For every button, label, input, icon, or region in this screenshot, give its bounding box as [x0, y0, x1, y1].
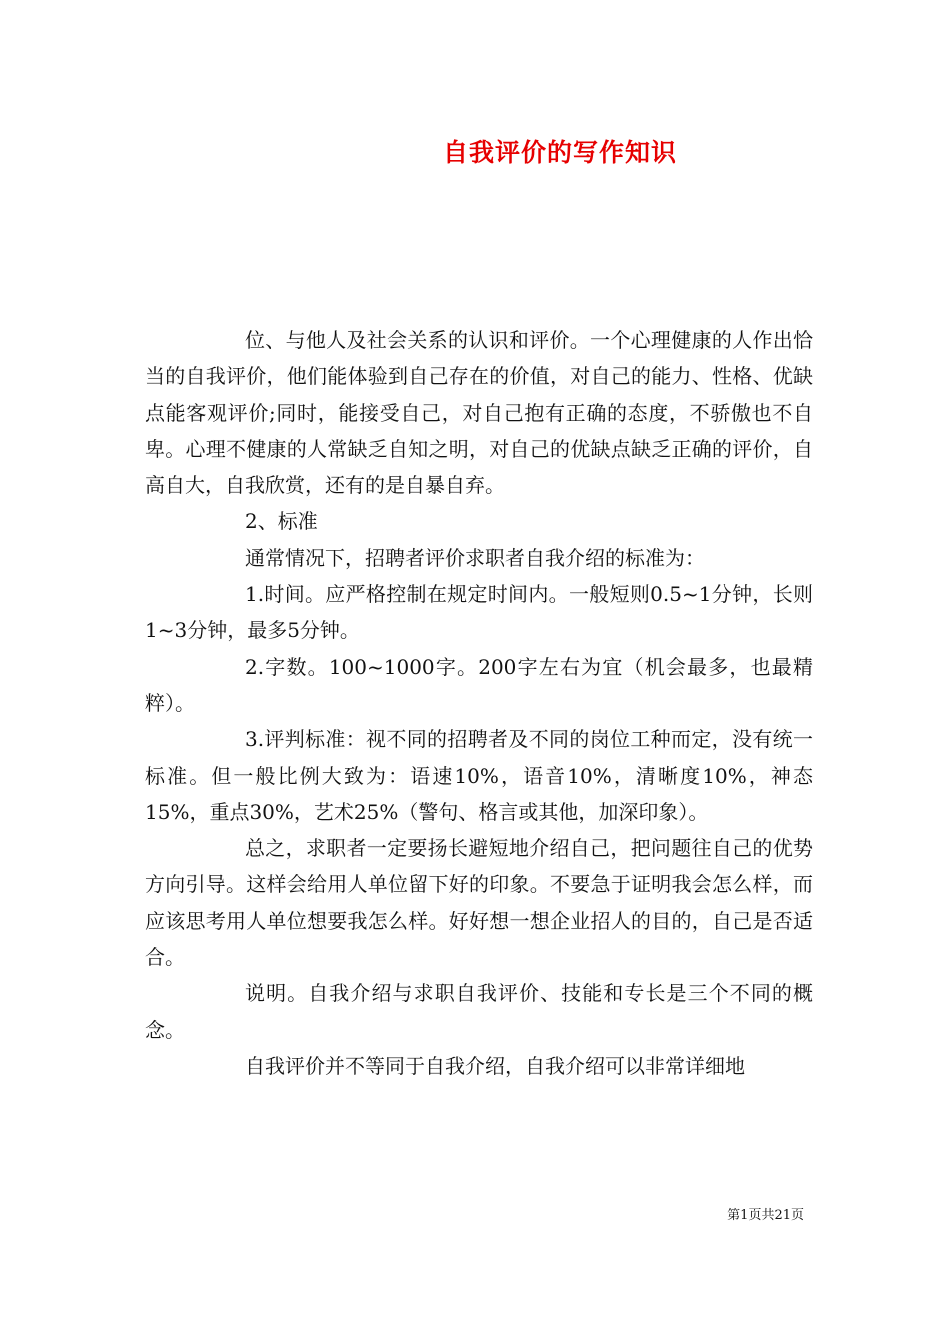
paragraph: 总之，求职者一定要扬长避短地介绍自己，把问题往自己的优势方向引导。这样会给用人单位留下好的印象。不要急于证明我会怎么样，而应该思考用人单位想要我怎么样。好好想一想企业招人的目的，自己是否适合。 [145, 836, 813, 970]
paragraph: 位、与他人及社会关系的认识和评价。一个心理健康的人作出恰当的自我评价，他们能体验到自己存在的价值，对自己的能力、性格、优缺点能客观评价;同时，能接受自己，对自己抱有正确的态度，不骄傲也不自卑。心理不健康的人常缺乏自知之明，对自己的优缺点缺乏正确的评价，自高自大，自我欣赏，还有的是自暴自弃。 [145, 328, 813, 498]
paragraph: 自我评价并不等同于自我介绍，自我介绍可以非常详细地 [245, 1053, 745, 1078]
paragraph: 3.评判标准：视不同的招聘者及不同的岗位工种而定，没有统一标准。但一般比例大致为：语速10%，语音10%，清晰度10%，神态15%，重点30%，艺术25%（警句、格言或其他，加深印象）。 [145, 727, 813, 824]
paragraph: 1.时间。应严格控制在规定时间内。一般短则0.5~1分钟，长则1~3分钟，最多5分钟。 [145, 582, 813, 643]
paragraph: 2、标准 [245, 509, 318, 534]
paragraph: 通常情况下，招聘者评价求职者自我介绍的标准为： [245, 545, 705, 570]
page-number-footer: 第1页共21页 [727, 1208, 804, 1223]
document-title: 自我评价的写作知识 [442, 138, 677, 167]
document-body [145, 322, 813, 1084]
paragraph: 说明。自我介绍与求职自我评价、技能和专长是三个不同的概念。 [145, 981, 813, 1042]
paragraph: 2.字数。100~1000字。200字左右为宜（机会最多，也最精粹）。 [145, 654, 813, 715]
